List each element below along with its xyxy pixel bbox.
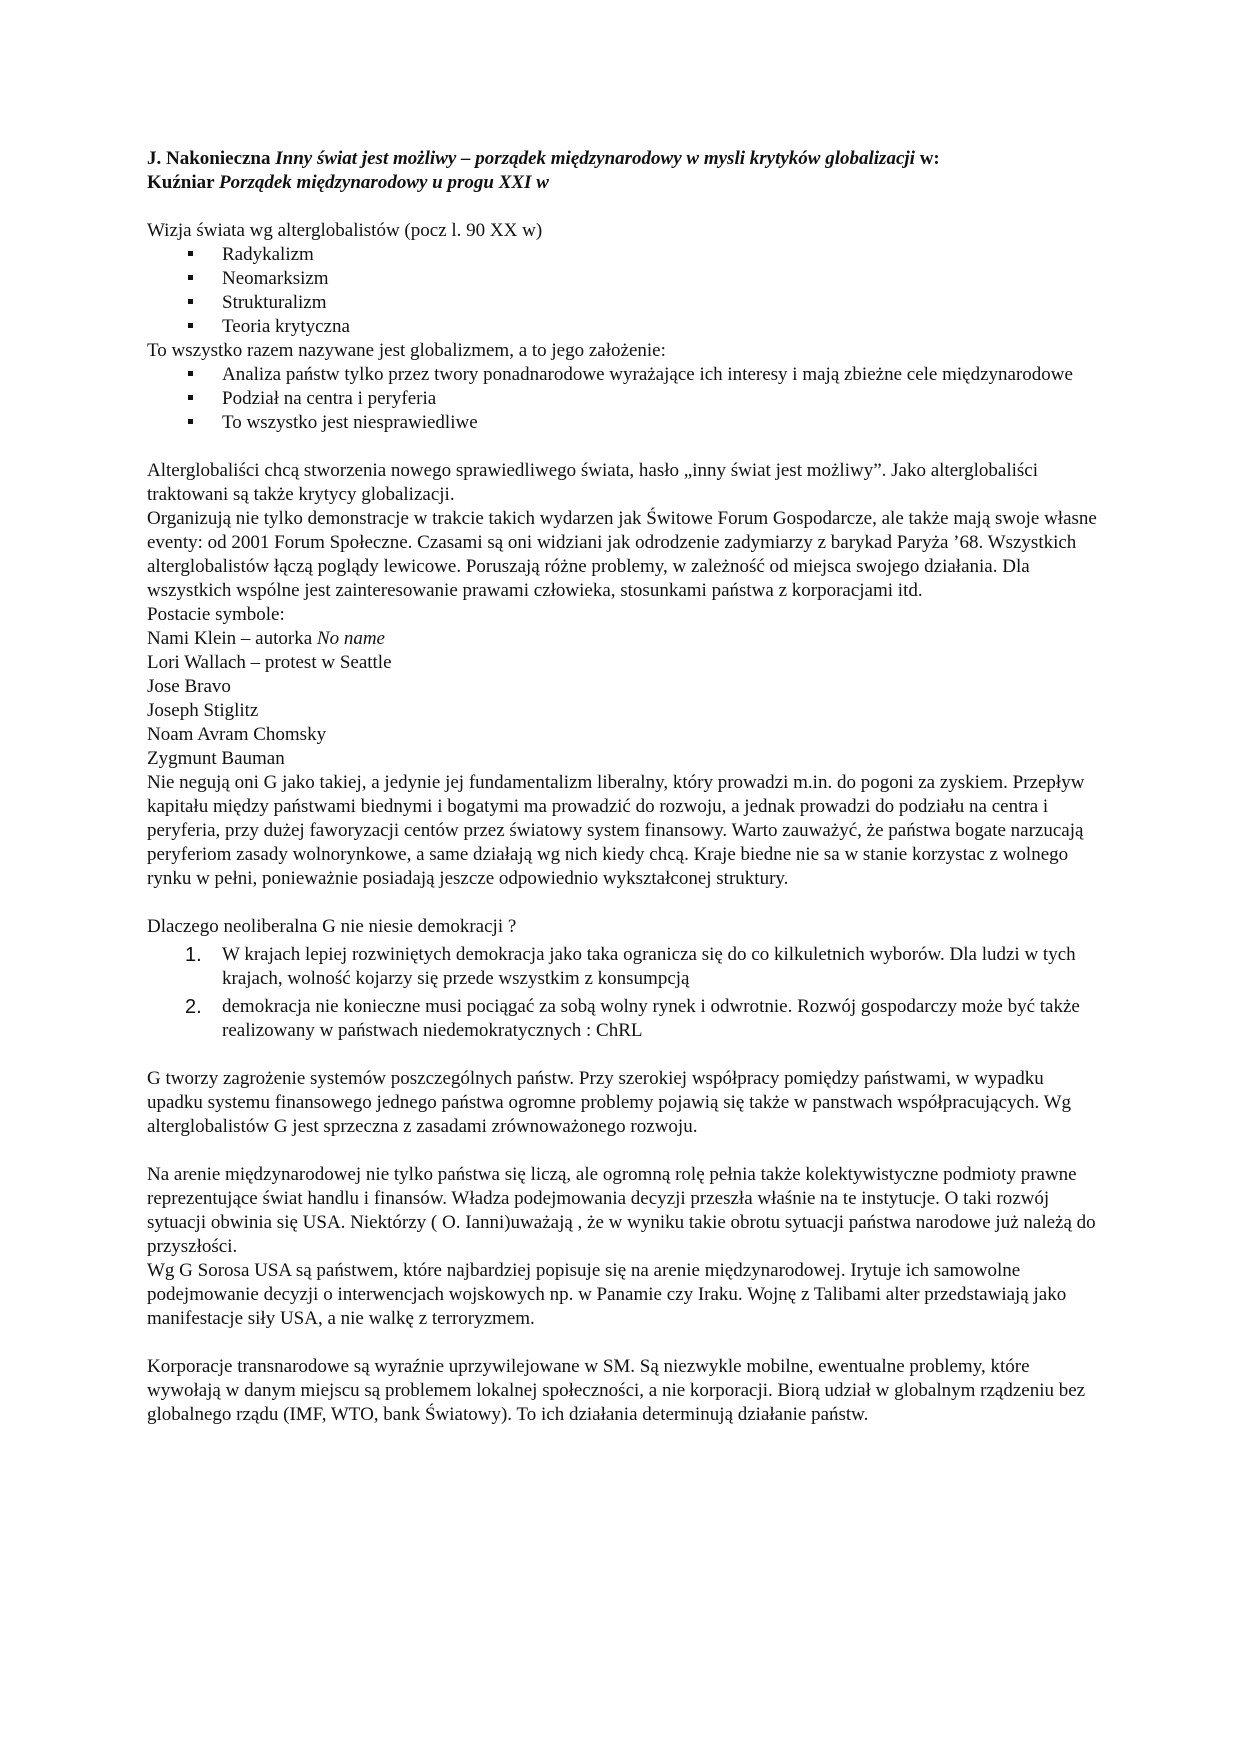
figure-klein: Nami Klein – autorka [147, 628, 317, 649]
answers-list [147, 943, 1097, 1043]
paragraph: Alterglobaliści chcą stworzenia nowego sprawiedliwego świata, hasło „inny świat jest możliwy”. Jako alterglobaliści traktowani są także krytycy globalizacji. [147, 460, 1039, 505]
document-body [147, 147, 1097, 1427]
book-title: Porządek międzynarodowy u progu XXI w [218, 172, 549, 193]
figure-item [147, 627, 1097, 651]
figures-list [147, 603, 1097, 771]
figure-item: Noam Avram Chomsky [147, 724, 327, 745]
figures-heading: Postacie symbole: [147, 604, 285, 625]
paragraph: G tworzy zagrożenie systemów poszczególnych państw. Przy szerokiej współpracy pomiędzy państwami, w wypadku upadku systemu finansowego jednego państwa ogromne problemy pojawią się także w panstwach współpracujących. Wg alterglobalistów G jest sprzeczna z zasadami zrównoważonego rozwoju. [147, 1068, 1072, 1137]
in-label: w: [914, 148, 940, 169]
intro-list [147, 243, 1097, 339]
list-item: Teoria krytyczna [147, 315, 1097, 339]
figure-item: Lori Wallach – protest w Seattle [147, 652, 392, 673]
list-item: Analiza państw tylko przez twory ponadnarodowe wyrażające ich interesy i mają zbieżne cele międzynarodowe [147, 363, 1097, 387]
paragraph: Wg G Sorosa USA są państwem, które najbardziej popisuje się na arenie międzynarodowej. Irytuje ich samowolne podejmowanie decyzji o interwencjach wojskowych np. w Panamie czy Iraku. Wojnę z Talibami alter przedstawiają jako manifestacje siły USA, a nie walkę z terroryzmem. [147, 1260, 1067, 1329]
answer-text: W krajach lepiej rozwiniętych demokracja jako taka ogranicza się do co kilkuletnich wyborów. Dla ludzi w tych krajach, wolność kojarzy się przede wszystkim z konsumpcją [222, 944, 1076, 989]
list-item: Podział na centra i peryferia [147, 387, 1097, 411]
intro-summary: To wszystko razem nazywane jest globalizmem, a to jego założenie: [147, 340, 666, 361]
figure-item: Zygmunt Bauman [147, 748, 285, 769]
paragraph: Korporacje transnarodowe są wyraźnie uprzywilejowane w SM. Są niezwykle mobilne, ewentualne problemy, które wywołają w danym miejscu są problemem lokalnej społeczności, a nie korporacji. Biorą udział w globalnym rządzeniu bez globalnego rządu (IMF, WTO, bank Światowy). To ich działania determinują działanie państw. [147, 1356, 1086, 1425]
answer-text: demokracja nie konieczne musi pociągać za sobą wolny rynek i odwrotnie. Rozwój gospodarczy może być także realizowany w państwach niedemokratycznych : ChRL [222, 996, 1080, 1041]
author: J. Nakonieczna [147, 148, 271, 169]
list-item: Neomarksizm [147, 267, 1097, 291]
list-item: Radykalizm [147, 243, 1097, 267]
list-item: Strukturalizm [147, 291, 1097, 315]
figure-item: Joseph Stiglitz [147, 700, 259, 721]
list-item: To wszystko jest niesprawiedliwe [147, 411, 1097, 435]
intro-heading: Wizja świata wg alterglobalistów (pocz l. 90 XX w) [147, 220, 543, 241]
assumptions-list [147, 363, 1097, 435]
question: Dlaczego neoliberalna G nie niesie demokracji ? [147, 916, 517, 937]
article-title: Inny świat jest możliwy – porządek międzynarodowy w mysli krytyków globalizacji [275, 148, 915, 169]
editor: Kuźniar [147, 172, 215, 193]
list-item [147, 943, 1097, 991]
book-no-name: No name [316, 628, 385, 649]
list-number: 1. [185, 944, 202, 966]
document-title [147, 147, 1097, 195]
figure-item: Jose Bravo [147, 676, 231, 697]
paragraph: Organizują nie tylko demonstracje w trakcie takich wydarzen jak Świtowe Forum Gospodarcze, ale także mają swoje własne eventy: od 2001 Forum Społeczne. Czasami są oni widziani jak odrodzenie zadymiarzy z barykad Paryża ’68. Wszystkich alterglobalistów łączą poglądy lewicowe. Poruszają różne problemy, w zależność od miejsca swojego działania. Dla wszystkich wspólne jest zainteresowanie prawami człowieka, stosunkami państwa z korporacjami itd. [147, 508, 1097, 601]
paragraph: Nie negują oni G jako takiej, a jedynie jej fundamentalizm liberalny, który prowadzi m.in. do pogoni za zyskiem. Przepływ kapitału między państwami biednymi i bogatymi ma prowadzić do rozwoju, a jednak prowadzi do podziału na centra i peryferia, przy dużej faworyzacji centów przez światowy system finansowy. Warto zauważyć, że państwa bogate narzucają peryferiom zasady wolnorynkowe, a same działają wg nich kiedy chcą. Kraje biedne nie sa w stanie korzystac z wolnego rynku w pełni, ponieważnie posiadają jeszcze odpowiednio wykształconej struktury. [147, 772, 1085, 889]
paragraph: Na arenie międzynarodowej nie tylko państwa się liczą, ale ogromną rolę pełnia także kolektywistyczne podmioty prawne reprezentujące świat handlu i finansów. Władza podejmowania decyzji przeszła właśnie na te instytucje. O taki rozwój sytuacji obwinia się USA. Niektórzy ( O. Ianni)uważają , że w wyniku takie obrotu sytuacji państwa narodowe już należą do przyszłości. [147, 1164, 1096, 1257]
list-item [147, 995, 1097, 1043]
list-number: 2. [185, 996, 202, 1018]
